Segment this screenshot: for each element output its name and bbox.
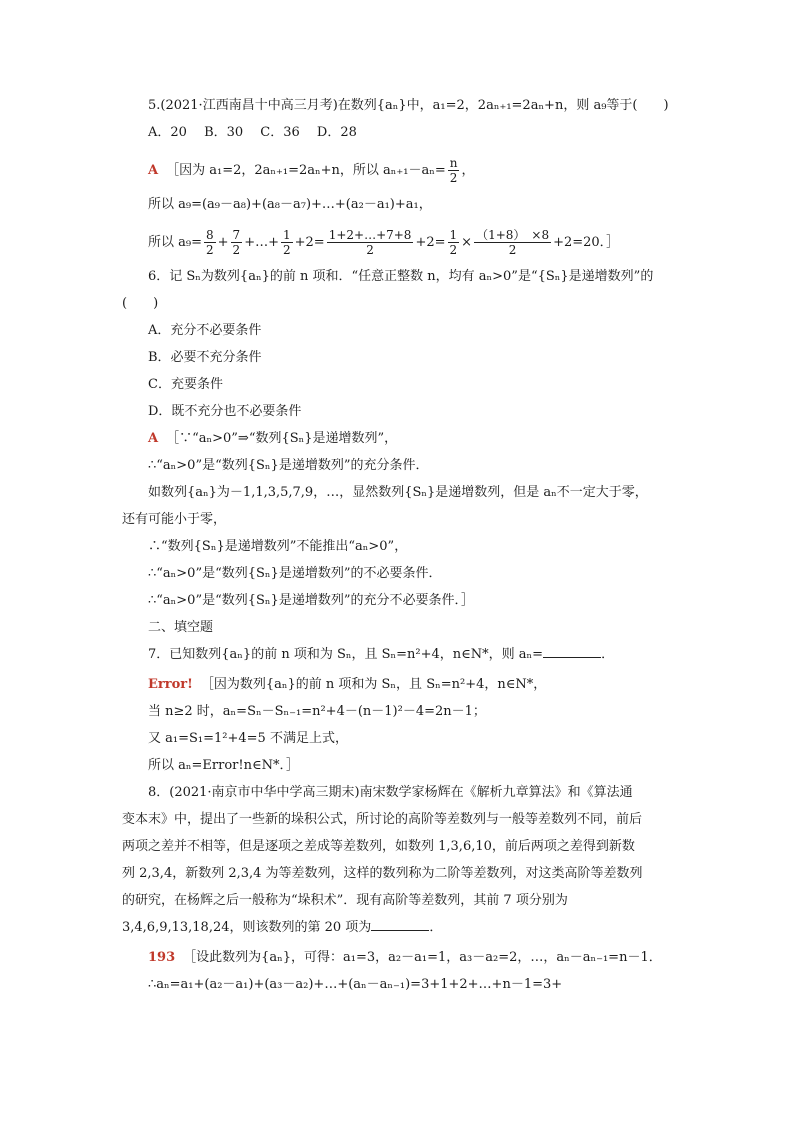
q6-stem-line2: ( ) [122, 296, 159, 311]
frac-numerator: （1+8） ×8 [476, 228, 550, 242]
q6-solution-line6: ∴“aₙ>0”是“数列{Sₙ}是递增数列”的不必要条件． [148, 566, 442, 581]
frac-numerator: 7 [232, 228, 241, 242]
q6-solution-line5: ∴“数列{Sₙ}是递增数列”不能推出“aₙ>0”， [148, 539, 408, 554]
frac-numerator: 1 [449, 228, 458, 242]
fraction [474, 228, 551, 257]
frac-numerator: 8 [206, 228, 214, 242]
q7-stem-text: 7．已知数列{aₙ}的前 n 项和为 Sₙ，且 Sₙ=n²+4，n∈N*，则 aₙ= [148, 647, 544, 662]
q5-solution-line2: 所以 a₉=(a₉－a₈)+(a₈－a₇)+…+(a₂－a₁)+a₁， [148, 197, 432, 212]
q7-solution-line1 [148, 675, 684, 695]
q5-answer: A [148, 163, 159, 178]
fraction [327, 228, 414, 257]
operator: +2= [415, 235, 446, 250]
q8-stem-line1: 8．(2021·南京市中华中学高三期末)南宋数学家杨辉在《解析九章算法》和《算法通 [148, 785, 633, 800]
answer-blank [371, 918, 429, 931]
q8-stem-line4: 列 2,3,4，新数列 2,3,4 为等差数列，这样的数列称为二阶等差数列，对这类高阶等差数列 [122, 866, 643, 881]
fraction [281, 228, 293, 257]
q8-solution-line1 [148, 948, 684, 968]
operator: × [461, 235, 473, 250]
frac-numerator: 1 [282, 228, 291, 242]
q5-sol1-text: ［因为 a₁=2，2aₙ₊₁=2aₙ+n，所以 aₙ₊₁－aₙ= [166, 163, 446, 178]
q7-stem [148, 645, 684, 665]
answer-blank [543, 645, 601, 658]
frac-denominator: 2 [449, 171, 458, 185]
q7-sol1-text: ［因为数列{aₙ}的前 n 项和为 Sₙ，且 Sₙ=n²+4，n∈N*， [200, 677, 547, 692]
q7-stem-end: ． [601, 647, 615, 662]
q6-stem-line1: 6．记 Sₙ为数列{aₙ}的前 n 项和．“任意正整数 n，均有 aₙ>0”是“{Sₙ}是递增数列”的 [148, 269, 654, 284]
frac-numerator: n [449, 156, 458, 170]
frac-denominator: 2 [366, 243, 374, 257]
q5-options: A．20 B．30 C．36 D．28 [148, 125, 357, 140]
fraction [204, 228, 216, 257]
operator: +…+ [244, 235, 279, 250]
q5-solution-line1 [148, 156, 684, 185]
q6-solution-line4: 还有可能小于零， [122, 512, 227, 527]
operator: + [217, 235, 229, 250]
q7-error-tag: Error! [148, 677, 193, 692]
q8-stem-line6 [122, 918, 684, 938]
q6-answer: A [148, 431, 159, 446]
q8-stem-text: 3,4,6,9,13,18,24，则该数列的第 20 项为 [122, 920, 372, 935]
frac-denominator: 2 [206, 243, 214, 257]
q7-solution-line4: 所以 aₙ=Error!n∈N*．］ [148, 758, 299, 773]
q6-solution-line1 [148, 429, 684, 449]
q6-solution-line7: ∴“aₙ>0”是“数列{Sₙ}是递增数列”的充分不必要条件．］ [148, 593, 474, 608]
q8-stem-line3: 两项之差并不相等，但是逐项之差成等差数列，如数列 1,3,6,10，前后两项之差得到新数 [122, 839, 635, 854]
q5-solution-line3 [148, 228, 684, 257]
q5-sol1-post: ， [461, 163, 475, 178]
section-heading: 二、填空题 [148, 620, 214, 635]
fraction [448, 228, 460, 257]
frac-denominator: 2 [282, 243, 291, 257]
q8-stem-end: ． [429, 920, 443, 935]
q6-solution-line2: ∴“aₙ>0”是“数列{Sₙ}是递增数列”的充分条件． [148, 458, 429, 473]
q7-solution-line3: 又 a₁=S₁=1²+4=5 不满足上式， [148, 731, 348, 746]
q6-option-c: C．充要条件 [148, 377, 223, 392]
q6-option-b: B．必要不充分条件 [148, 350, 262, 365]
frac-denominator: 2 [232, 243, 241, 257]
fraction [448, 156, 460, 185]
fraction [231, 228, 243, 257]
q7-solution-line2: 当 n≥2 时，aₙ=Sₙ－Sₙ₋₁=n²+4－(n－1)²－4=2n－1； [148, 704, 486, 719]
q6-solution-line3: 如数列{aₙ}为－1,1,3,5,7,9，…，显然数列{Sₙ}是递增数列，但是 aₙ不一定大于零， [148, 485, 648, 500]
frac-numerator: 1+2+…+7+8 [328, 228, 412, 242]
frac-denominator: 2 [449, 243, 458, 257]
q5-sol3-end: +2=20．］ [553, 235, 620, 250]
q6-option-a: A．充分不必要条件 [148, 323, 262, 338]
q8-answer: 193 [148, 950, 176, 965]
q5-sol3-pre: 所以 a₉= [148, 235, 202, 250]
q8-sol1-text: ［设此数列为{aₙ}，可得：a₁=3，a₂－a₁=1，a₃－a₂=2，…，aₙ－aₙ₋₁=n－1． [183, 950, 662, 965]
q8-solution-line2: ∴aₙ=a₁+(a₂－a₁)+(a₃－a₂)+…+(aₙ－aₙ₋₁)=3+1+2+…+n－1=3+ [148, 977, 563, 992]
q6-sol1-text: ［∵“aₙ>0”⇒“数列{Sₙ}是递增数列”， [166, 431, 398, 446]
q8-stem-line2: 变本末》中，提出了一些新的垛积公式，所讨论的高阶等差数列与一般等差数列不同，前后 [122, 812, 643, 827]
q6-option-d: D．既不充分也不必要条件 [148, 404, 302, 419]
q8-stem-line5: 的研究，在杨辉之后一般称为“垛积术”．现有高阶等差数列，其前 7 项分别为 [122, 893, 568, 908]
q5-stem: 5.(2021·江西南昌十中高三月考)在数列{aₙ}中，a₁=2，2aₙ₊₁=2aₙ+n，则 a₉等于( ) [148, 98, 669, 113]
frac-denominator: 2 [508, 243, 517, 257]
operator: +2= [294, 235, 325, 250]
